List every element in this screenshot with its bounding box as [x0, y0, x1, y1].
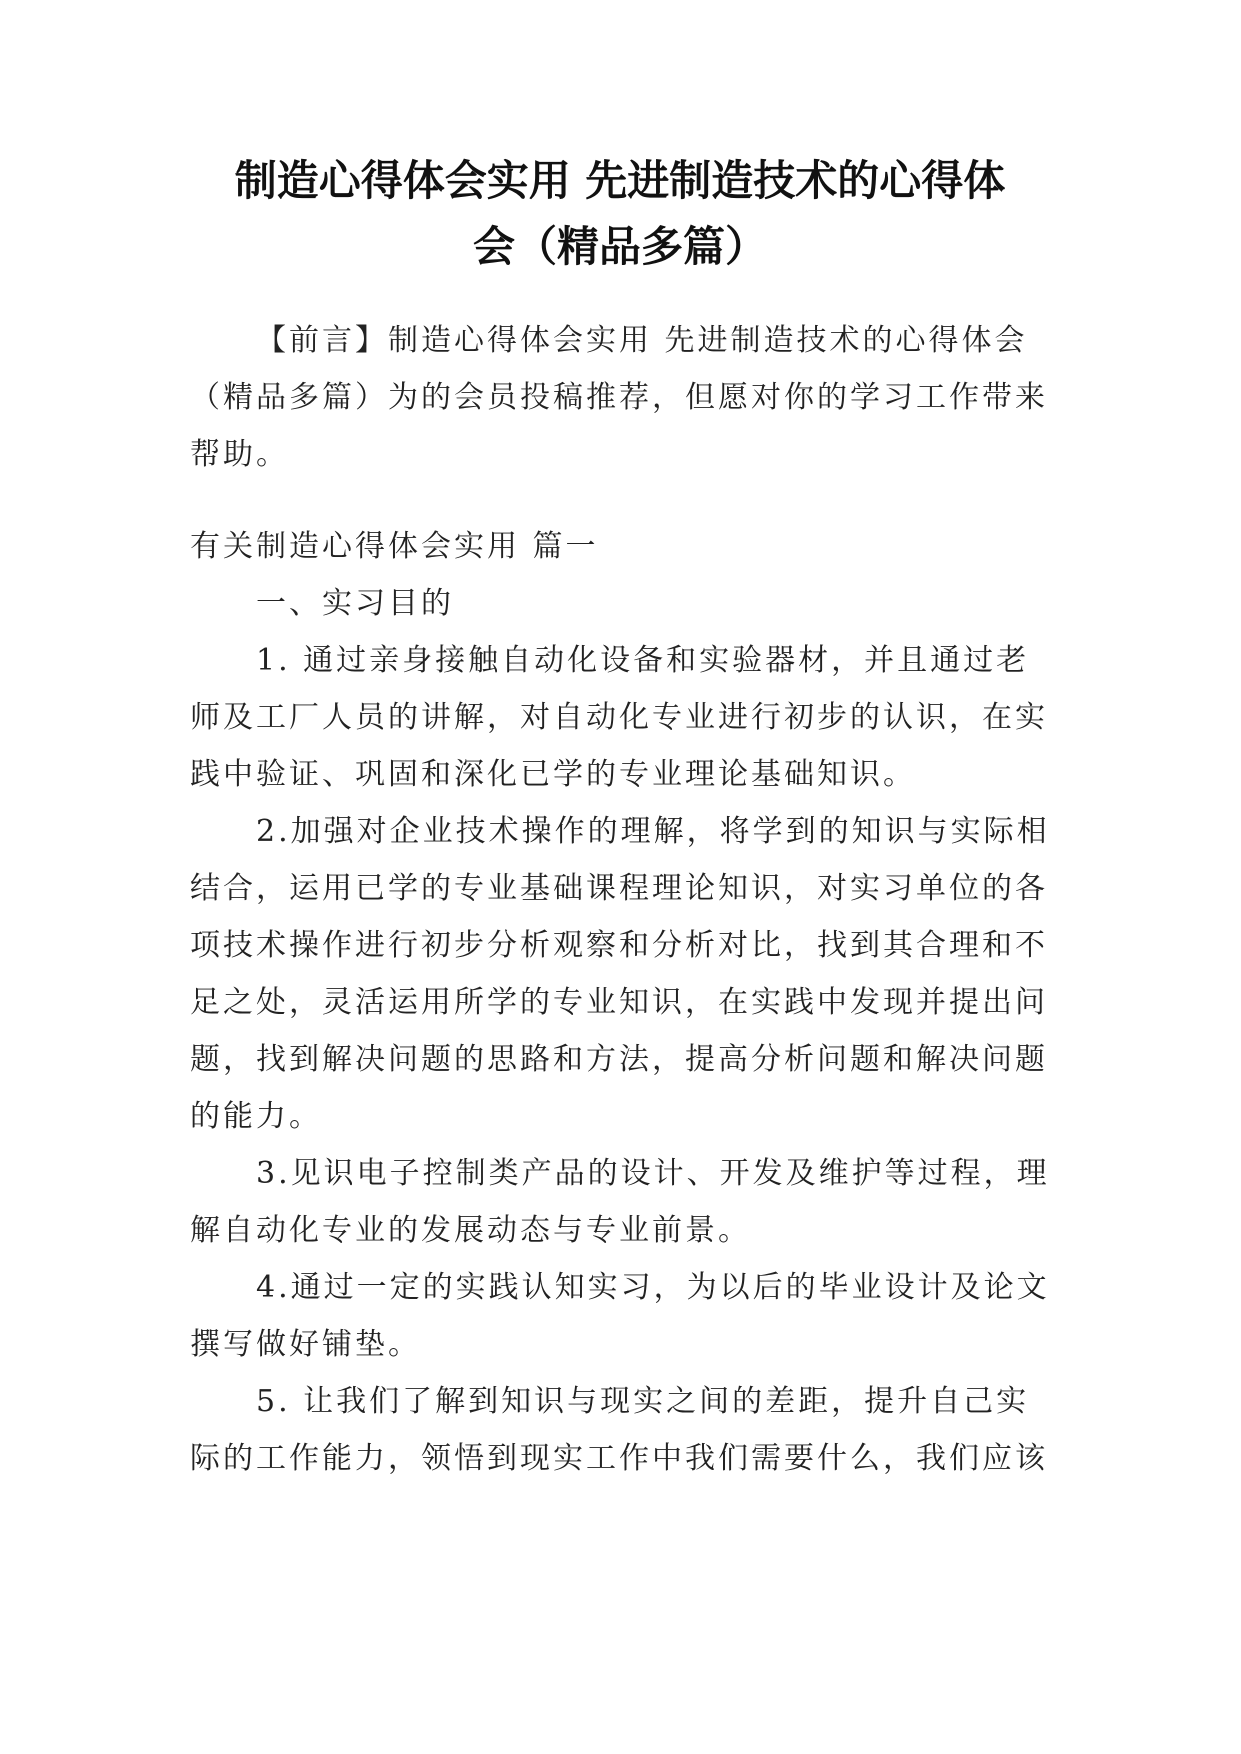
- item-1-line-2: 师及工厂人员的讲解，对自动化专业进行初步的认识，在实: [190, 700, 1048, 735]
- item-2-line-2: 结合，运用已学的专业基础课程理论知识，对实习单位的各: [190, 871, 1048, 906]
- section-heading: 有关制造心得体会实用 篇一: [190, 529, 599, 564]
- item-3-line-1: 3.见识电子控制类产品的设计、开发及维护等过程，理: [256, 1156, 1050, 1191]
- item-2-line-1: 2.加强对企业技术操作的理解，将学到的知识与实际相: [256, 814, 1050, 849]
- item-4-line-2: 撰写做好铺垫。: [190, 1327, 421, 1362]
- document-title-line-2: 会（精品多篇）: [472, 222, 767, 271]
- item-5-line-2: 际的工作能力，领悟到现实工作中我们需要什么，我们应该: [190, 1441, 1048, 1476]
- item-4-line-1: 4.通过一定的实践认知实习，为以后的毕业设计及论文: [256, 1270, 1050, 1305]
- item-3-line-2: 解自动化专业的发展动态与专业前景。: [190, 1213, 751, 1248]
- item-2-line-4: 足之处，灵活运用所学的专业知识，在实践中发现并提出问: [190, 985, 1048, 1020]
- preface-line-1: 【前言】制造心得体会实用 先进制造技术的心得体会: [256, 323, 1028, 358]
- item-5-line-1: 5. 让我们了解到知识与现实之间的差距，提升自己实: [256, 1384, 1030, 1419]
- item-2-line-6: 的能力。: [190, 1099, 322, 1134]
- preface-line-3: 帮助。: [190, 437, 289, 472]
- item-1-line-1: 1. 通过亲身接触自动化设备和实验器材，并且通过老: [256, 643, 1030, 678]
- document-title-line-1: 制造心得体会实用 先进制造技术的心得体: [234, 156, 1006, 205]
- item-2-line-5: 题，找到解决问题的思路和方法，提高分析问题和解决问题: [190, 1042, 1048, 1077]
- item-2-line-3: 项技术操作进行初步分析观察和分析对比，找到其合理和不: [190, 928, 1048, 963]
- subheading-purpose: 一、实习目的: [256, 586, 454, 621]
- item-1-line-3: 践中验证、巩固和深化已学的专业理论基础知识。: [190, 757, 916, 792]
- preface-line-2: （精品多篇）为的会员投稿推荐，但愿对你的学习工作带来: [190, 380, 1048, 415]
